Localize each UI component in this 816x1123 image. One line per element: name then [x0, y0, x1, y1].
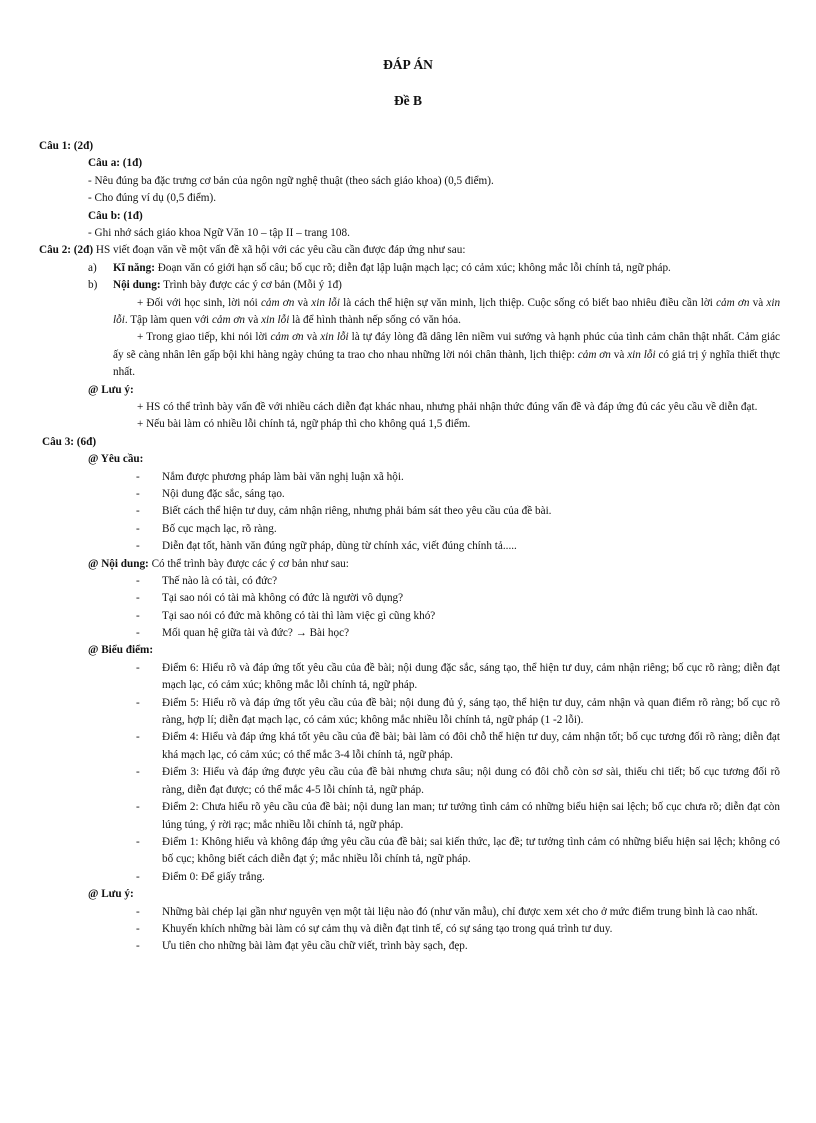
- score-item: Điểm 0: Để giấy trắng.: [162, 870, 265, 883]
- content-item: Tại sao nói có tài mà không có đức là người vô dụng?: [162, 592, 404, 605]
- cau2-a-label: Kĩ năng:: [113, 261, 155, 274]
- cau1-a-line: - Cho đúng ví dụ (0,5 điểm).: [88, 192, 217, 205]
- content-item: Tại sao nói có đức mà không có tài thì làm việc gì cũng khó?: [162, 609, 436, 622]
- cau2-a-marker: a): [88, 261, 97, 274]
- cau3-content-heading: @ Nội dung:: [88, 557, 149, 570]
- cau2-point-1: + Đối với học sinh, lời nói cảm ơn và xin lỗi là cách thể hiện sự văn minh, lịch thiệp. Cuộc sống có biết bao nhiêu điều cần lời cảm ơn và xin lỗi. Tập làm quen với cảm ơn và xin lỗi là để hình thành nếp sống có văn hóa.: [113, 296, 781, 326]
- score-item: Điểm 2: Chưa hiểu rõ yêu cầu của đề bài; nội dung lan man; tư tưởng tình cảm có những biểu hiện sai lệch; bố cục chưa rõ; diễn đạt còn lúng túng, ý rời rạc; mắc nhiều lỗi chính tả, ngữ pháp.: [162, 801, 780, 831]
- cau3-score-heading: @ Biểu điểm:: [88, 644, 154, 657]
- note-item: Khuyến khích những bài làm có sự cảm thụ và diễn đạt tinh tế, có sự sáng tạo trong quá trình tư duy.: [162, 922, 613, 935]
- note-item: Ưu tiên cho những bài làm đạt yêu cầu chữ viết, trình bày sạch, đẹp.: [162, 940, 468, 953]
- cau2-a-paragraph: [113, 260, 780, 277]
- page-subtitle: Đề B: [393, 93, 423, 108]
- cau1-b-line: - Ghi nhớ sách giáo khoa Ngữ Văn 10 – tập II – trang 108.: [88, 226, 350, 239]
- cau2-note-1: + HS có thể trình bày vấn đề với nhiều cách diễn đạt khác nhau, nhưng phải nhận thức đúng vấn đề và đáp ứng đủ các yêu cầu về diễn đạt.: [137, 400, 758, 413]
- score-item: Điểm 5: Hiểu rõ và đáp ứng tốt yêu cầu của đề bài; nội dung đủ ý, sáng tạo, thể hiện tư duy, cảm nhận và quan điểm rõ ràng; bố cục rõ ràng, hợp lí; diễn đạt mạch lạc, có cảm xúc; không mắc nhiều lỗi chính tả, ngữ pháp (1 -2 lỗi).: [162, 696, 780, 727]
- score-item: Điểm 1: Không hiểu và không đáp ứng yêu cầu của đề bài; sai kiến thức, lạc đề; tư tưởng tình cảm có những biểu hiện sai lệch; không có bố cục; không biết cách diễn đạt ý; mắc nhiều lỗi chính tả, ngữ pháp.: [162, 835, 780, 866]
- cau2-note-2: + Nếu bài làm có nhiều lỗi chính tả, ngữ pháp thì cho không quá 1,5 điểm.: [137, 418, 471, 431]
- cau2-heading: Câu 2: (2đ): [39, 244, 94, 257]
- cau3-note-heading: @ Lưu ý:: [88, 888, 134, 901]
- score-item: Điểm 4: Hiểu và đáp ứng khá tốt yêu cầu của đề bài; bài làm có đôi chỗ thể hiện tư duy, cảm nhận tốt; bố cục tương đối rõ ràng; diễn đạt khá mạch lạc, có cảm xúc; có thể mắc 3-4 lỗi chính tả, ngữ pháp.: [162, 731, 780, 761]
- cau2-note-heading: @ Lưu ý:: [88, 383, 134, 396]
- requirement-item: Bố cục mạch lạc, rõ ràng.: [162, 522, 277, 535]
- page-title: ĐÁP ÁN: [383, 57, 433, 72]
- answer-content: Câu 1: (2đ) Câu a: (1đ) - Nêu đúng ba đặc trưng cơ bản của ngôn ngữ nghệ thuật (theo sách giáo khoa) (0,5 điểm). - Cho đúng ví dụ (0,5 điểm). Câu b: (1đ) - Ghi nhớ sách giáo khoa Ngữ Văn 10 – tập II – trang 108. Câu 2: (2đ) HS viết đoạn văn về một vấn đề xã hội với các yêu cầu cần được đáp ứng như sau: a) Kĩ năng: Đoạn văn có giới hạn số câu; bố cục rõ; diễn đạt lập luận mạch lạc; có cảm xúc; không mắc lỗi chính tả, ngữ pháp. b) Nội dung: Trình bày được các ý cơ bản (Mỗi ý 1đ) + Đối với học sinh, lời nói cảm ơn và xin lỗi là cách thể hiện sự văn minh, lịch thiệp. Cuộc sống có biết bao nhiêu điều cần lời cảm ơn và xin lỗi. Tập làm quen với cảm ơn và xin lỗi là để hình thành nếp sống có văn hóa. + Trong giao tiếp, khi nói lời cảm ơn và xin lỗi là tự đáy lòng đã dâng lên niềm vui sướng và hạnh phúc của tình cảm chân thật nhất. Cảm giác ấy sẽ càng nhân lên gấp bội khi hàng ngày chúng ta trao cho nhau những lời nói chân thành, lịch thiệp: cảm ơn và xin lỗi có giá trị ý nghĩa thiết thực nhất. @ Lưu ý: + HS có thể trình bày vấn đề với nhiều cách diễn đạt khác nhau, nhưng phải nhận thức đúng vấn đề và đáp ứng đủ các yêu cầu về diễn đạt. + Nếu bài làm có nhiều lỗi chính tả, ngữ pháp thì cho không quá 1,5 điểm. Câu 3: (6đ) @ Yêu cầu: - Nắm được phương pháp làm bài văn nghị luận xã hội. - Nội dung đặc sắc, sáng tạo. - Biết cách thể hiện tư duy, cảm nhận riêng, nhưng phải bám sát theo yêu cầu của đề bài. - Bố cục mạch lạc, rõ ràng. - Diễn đạt tốt, hành văn đúng ngữ pháp, dùng từ chính xác, viết đúng chính tả..... @ Nội dung: Có thể trình bày được các ý cơ bản như sau: - Thế nào là có tài, có đức? - Tại sao nói có tài mà không có đức là người vô dụng? - Tại sao nói có đức mà không có tài thì làm việc gì cũng khó? - Mối quan hệ giữa tài và đức? → Bài học? @ Biểu điểm: - Điểm 6: Hiểu rõ và đáp ứng tốt yêu cầu của đề bài; nội dung đặc sắc, sáng tạo, thể hiện tư duy, cảm nhận riêng; bố cục rõ ràng; diễn đạt mạch lạc, có cảm xúc; không mắc lỗi chính tả, ngữ pháp. - Điểm 5: Hiểu rõ và đáp ứng tốt yêu cầu của đề bài; nội dung đủ ý, sáng tạo, thể hiện tư duy, cảm nhận và quan điểm rõ ràng; bố cục rõ ràng, hợp lí; diễn đạt mạch lạc, có cảm xúc; không mắc nhiều lỗi chính tả, ngữ pháp (1 -2 lỗi). - Điểm 4: Hiểu và đáp ứng khá tốt yêu cầu của đề bài; bài làm có đôi chỗ thể hiện tư duy, cảm nhận tốt; bố cục tương đối rõ ràng; diễn đạt khá mạch lạc, có cảm xúc; có thể mắc 3-4 lỗi chính tả, ngữ pháp. - Điểm 3: Hiểu và đáp ứng được yêu cầu của đề bài nhưng chưa sâu; nội dung có đôi chỗ còn sơ sài, thiếu chi tiết; bố cục tương đối rõ ràng, diễn đạt được; có thể mắc 4-5 lỗi chính tả, ngữ pháp. - Điểm 2: Chưa hiểu rõ yêu cầu của đề bài; nội dung lan man; tư tưởng tình cảm có những biểu hiện sai lệch; bố cục chưa rõ; diễn đạt còn lúng túng, ý rời rạc; mắc nhiều lỗi chính tả, ngữ pháp. - Điểm 1: Không hiểu và không đáp ứng yêu cầu của đề bài; sai kiến thức, lạc đề; tư tưởng tình cảm có những biểu hiện sai lệch; không có bố cục; không biết cách diễn đạt ý; mắc nhiều lỗi chính tả, ngữ pháp. - Điểm 0: Để giấy trắng. @ Lưu ý: - Những bài chép lại gần như nguyên vẹn một tài liệu nào đó (như văn mẫu), chỉ được xem xét cho ở mức điểm trung bình là cao nhất. - Khuyến khích những bài làm có sự cảm thụ và diễn đạt tinh tế, có sự sáng tạo trong quá trình tư duy. - Ưu tiên cho những bài làm đạt yêu cầu chữ viết, trình bày sạch, đẹp.: [0, 138, 816, 956]
- cau1-heading: Câu 1: (2đ): [39, 140, 94, 152]
- cau1-section: [0, 138, 816, 155]
- cau1-a-line: - Nêu đúng ba đặc trưng cơ bản của ngôn ngữ nghệ thuật (theo sách giáo khoa) (0,5 điểm).: [88, 174, 494, 187]
- cau2-b-label: Nội dung:: [113, 279, 161, 292]
- cau2-b-paragraph: [113, 277, 780, 294]
- cau1-b-heading: Câu b: (1đ): [88, 209, 143, 222]
- cau2-b-text: Trình bày được các ý cơ bản (Mỗi ý 1đ): [160, 279, 342, 292]
- content-item: Mối quan hệ giữa tài và đức? → Bài học?: [162, 627, 350, 640]
- note-item: Những bài chép lại gần như nguyên vẹn một tài liệu nào đó (như văn mẫu), chỉ được xem xét cho ở mức điểm trung bình là cao nhất.: [162, 905, 758, 918]
- requirement-item: Diễn đạt tốt, hành văn đúng ngữ pháp, dùng từ chính xác, viết đúng chính tả.....: [162, 540, 517, 553]
- cau2-b-marker: b): [88, 279, 98, 292]
- requirement-item: Nắm được phương pháp làm bài văn nghị luận xã hội.: [162, 470, 404, 483]
- score-item: Điểm 3: Hiểu và đáp ứng được yêu cầu của đề bài nhưng chưa sâu; nội dung có đôi chỗ còn sơ sài, thiếu chi tiết; bố cục tương đối rõ ràng, diễn đạt được; có thể mắc 4-5 lỗi chính tả, ngữ pháp.: [162, 766, 780, 796]
- requirement-item: Biết cách thể hiện tư duy, cảm nhận riêng, nhưng phải bám sát theo yêu cầu của đề bài.: [162, 505, 552, 518]
- cau3-content-intro: Có thể trình bày được các ý cơ bản như sau:: [148, 557, 349, 570]
- score-item: Điểm 6: Hiểu rõ và đáp ứng tốt yêu cầu của đề bài; nội dung đặc sắc, sáng tạo, thể hiện tư duy, cảm nhận riêng; bố cục rõ ràng; diễn đạt mạch lạc, có cảm xúc; không mắc lỗi chính tả, ngữ pháp.: [162, 661, 780, 692]
- cau1-a-heading: Câu a: (1đ): [88, 157, 143, 170]
- cau3-requirements-heading: @ Yêu cầu:: [88, 453, 144, 466]
- cau2-intro: HS viết đoạn văn về một vấn đề xã hội với các yêu cầu cần được đáp ứng như sau:: [93, 244, 466, 257]
- cau2-a-text: Đoạn văn có giới hạn số câu; bố cục rõ; diễn đạt lập luận mạch lạc; có cảm xúc; không mắc lỗi chính tả, ngữ pháp.: [154, 261, 671, 274]
- cau2-point-2: + Trong giao tiếp, khi nói lời cảm ơn và xin lỗi là tự đáy lòng đã dâng lên niềm vui sướng và hạnh phúc của tình cảm chân thật nhất. Cảm giác ấy sẽ càng nhân lên gấp bội khi hàng ngày chúng ta trao cho nhau những lời nói chân thành, lịch thiệp: cảm ơn và xin lỗi có giá trị ý nghĩa thiết thực nhất.: [113, 331, 781, 379]
- cau2-section: [0, 242, 816, 259]
- requirement-item: Nội dung đặc sắc, sáng tạo.: [162, 487, 285, 500]
- cau3-heading: Câu 3: (6đ): [42, 435, 97, 448]
- cau3-section: [0, 434, 816, 451]
- content-item: Thế nào là có tài, có đức?: [162, 574, 278, 587]
